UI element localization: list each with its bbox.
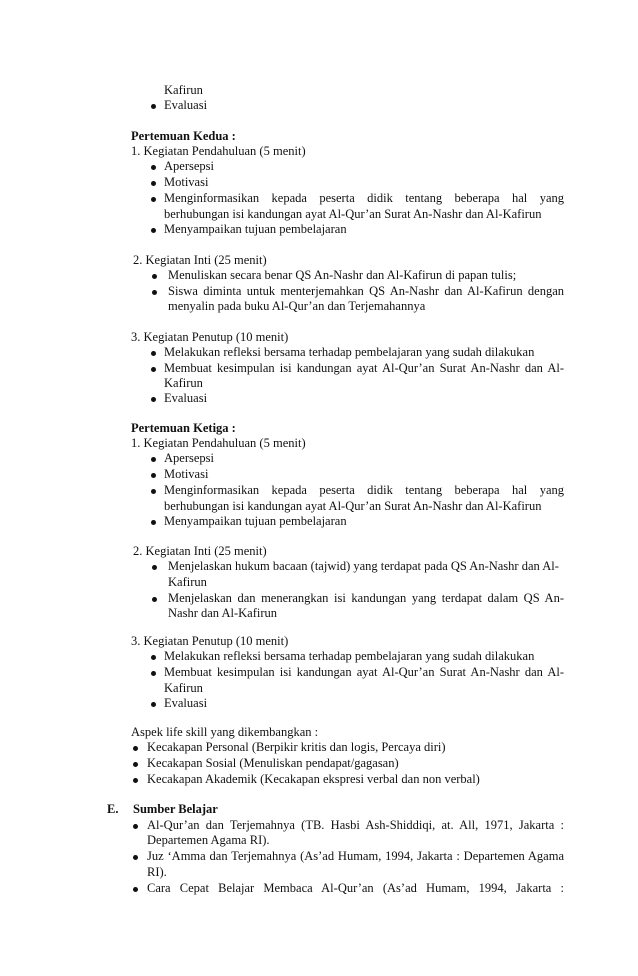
- bullet-icon: [151, 367, 156, 372]
- bullet-icon: [133, 855, 138, 860]
- list-item: Menuliskan secara benar QS An-Nashr dan Al-Kafirun di papan tulis;: [168, 268, 517, 282]
- text-line: Kafirun: [164, 681, 203, 695]
- bullet-icon: [151, 397, 156, 402]
- bullet-icon: [151, 197, 156, 202]
- bullet-icon: [133, 778, 138, 783]
- bullet-icon: [151, 473, 156, 478]
- list-item: Evaluasi: [164, 391, 208, 405]
- skills-heading: Aspek life skill yang dikembangkan :: [131, 725, 319, 739]
- bullet-icon: [151, 655, 156, 660]
- bullet-icon: [152, 274, 157, 279]
- activity-heading: 2. Kegiatan Inti (25 menit): [133, 544, 267, 558]
- text-line: Departemen Agama RI).: [147, 833, 270, 847]
- list-item: Evaluasi: [164, 696, 208, 710]
- list-item: Menyampaikan tujuan pembelajaran: [164, 514, 347, 528]
- list-item: Kecakapan Akademik (Kecakapan ekspresi verbal dan non verbal): [147, 772, 480, 786]
- activity-heading: 2. Kegiatan Inti (25 menit): [133, 253, 267, 267]
- bullet-icon: [151, 165, 156, 170]
- list-item: Menginformasikan kepada peserta didik tentang beberapa hal yang: [164, 483, 564, 497]
- bullet-icon: [133, 762, 138, 767]
- text-line: RI).: [147, 865, 167, 879]
- text-line: Kafirun: [168, 575, 207, 589]
- bullet-icon: [151, 351, 156, 356]
- bullet-icon: [151, 457, 156, 462]
- list-item: Kecakapan Personal (Berpikir kritis dan logis, Percaya diri): [147, 740, 446, 754]
- list-item: Apersepsi: [164, 451, 214, 465]
- activity-heading: 1. Kegiatan Pendahuluan (5 menit): [131, 436, 306, 450]
- list-item: Membuat kesimpulan isi kandungan ayat Al-Qur’an Surat An-Nashr dan Al-: [164, 361, 564, 375]
- text-line: menyalin pada buku Al-Qur’an dan Terjemahannya: [168, 299, 426, 313]
- list-item: Menyampaikan tujuan pembelajaran: [164, 222, 347, 236]
- list-item: Menjelaskan hukum bacaan (tajwid) yang terdapat pada QS An-Nashr dan Al-: [168, 559, 559, 573]
- bullet-icon: [151, 702, 156, 707]
- section-title-pertemuan-ketiga: Pertemuan Ketiga :: [131, 421, 236, 435]
- section-title-sumber-belajar: Sumber Belajar: [133, 802, 218, 816]
- list-item: Menjelaskan dan menerangkan isi kandungan yang terdapat dalam QS An-: [168, 591, 564, 605]
- list-item: Al-Qur’an dan Terjemahnya (TB. Hasbi Ash-Shiddiqi, at. All, 1971, Jakarta :: [147, 818, 564, 832]
- list-item: Melakukan refleksi bersama terhadap pembelajaran yang sudah dilakukan: [164, 649, 535, 663]
- list-item: Juz ‘Amma dan Terjemahnya (As’ad Humam, 1994, Jakarta : Departemen Agama: [147, 849, 564, 863]
- list-item: Apersepsi: [164, 159, 214, 173]
- bullet-icon: [152, 565, 157, 570]
- bullet-icon: [151, 671, 156, 676]
- bullet-icon: [133, 746, 138, 751]
- text-line: Kafirun: [164, 376, 203, 390]
- text-line: berhubungan isi kandungan ayat Al-Qur’an Surat An-Nashr dan Al-Kafirun: [164, 499, 542, 513]
- list-item: Motivasi: [164, 467, 209, 481]
- text-line: berhubungan isi kandungan ayat Al-Qur’an Surat An-Nashr dan Al-Kafirun: [164, 207, 542, 221]
- bullet-icon: [133, 887, 138, 892]
- bullet-icon: [151, 181, 156, 186]
- list-item: Motivasi: [164, 175, 209, 189]
- list-item: Kecakapan Sosial (Menuliskan pendapat/gagasan): [147, 756, 399, 770]
- list-item: Membuat kesimpulan isi kandungan ayat Al-Qur’an Surat An-Nashr dan Al-: [164, 665, 564, 679]
- section-title-pertemuan-kedua: Pertemuan Kedua :: [131, 129, 236, 143]
- activity-heading: 3. Kegiatan Penutup (10 menit): [131, 330, 289, 344]
- bullet-icon: [151, 228, 156, 233]
- bullet-icon: [151, 104, 156, 109]
- list-item: Siswa diminta untuk menterjemahkan QS An-Nashr dan Al-Kafirun dengan: [168, 284, 564, 298]
- bullet-icon: [152, 290, 157, 295]
- activity-heading: 3. Kegiatan Penutup (10 menit): [131, 634, 289, 648]
- list-item: Melakukan refleksi bersama terhadap pembelajaran yang sudah dilakukan: [164, 345, 535, 359]
- section-letter: E.: [107, 802, 119, 816]
- text-line: Kafirun: [164, 83, 203, 97]
- bullet-icon: [151, 489, 156, 494]
- bullet-icon: [151, 520, 156, 525]
- list-item: Menginformasikan kepada peserta didik tentang beberapa hal yang: [164, 191, 564, 205]
- list-item: Evaluasi: [164, 98, 208, 112]
- bullet-icon: [133, 824, 138, 829]
- text-line: Nashr dan Al-Kafirun: [168, 606, 277, 620]
- list-item: Cara Cepat Belajar Membaca Al-Qur’an (As’ad Humam, 1994, Jakarta :: [147, 881, 564, 895]
- bullet-icon: [152, 597, 157, 602]
- activity-heading: 1. Kegiatan Pendahuluan (5 menit): [131, 144, 306, 158]
